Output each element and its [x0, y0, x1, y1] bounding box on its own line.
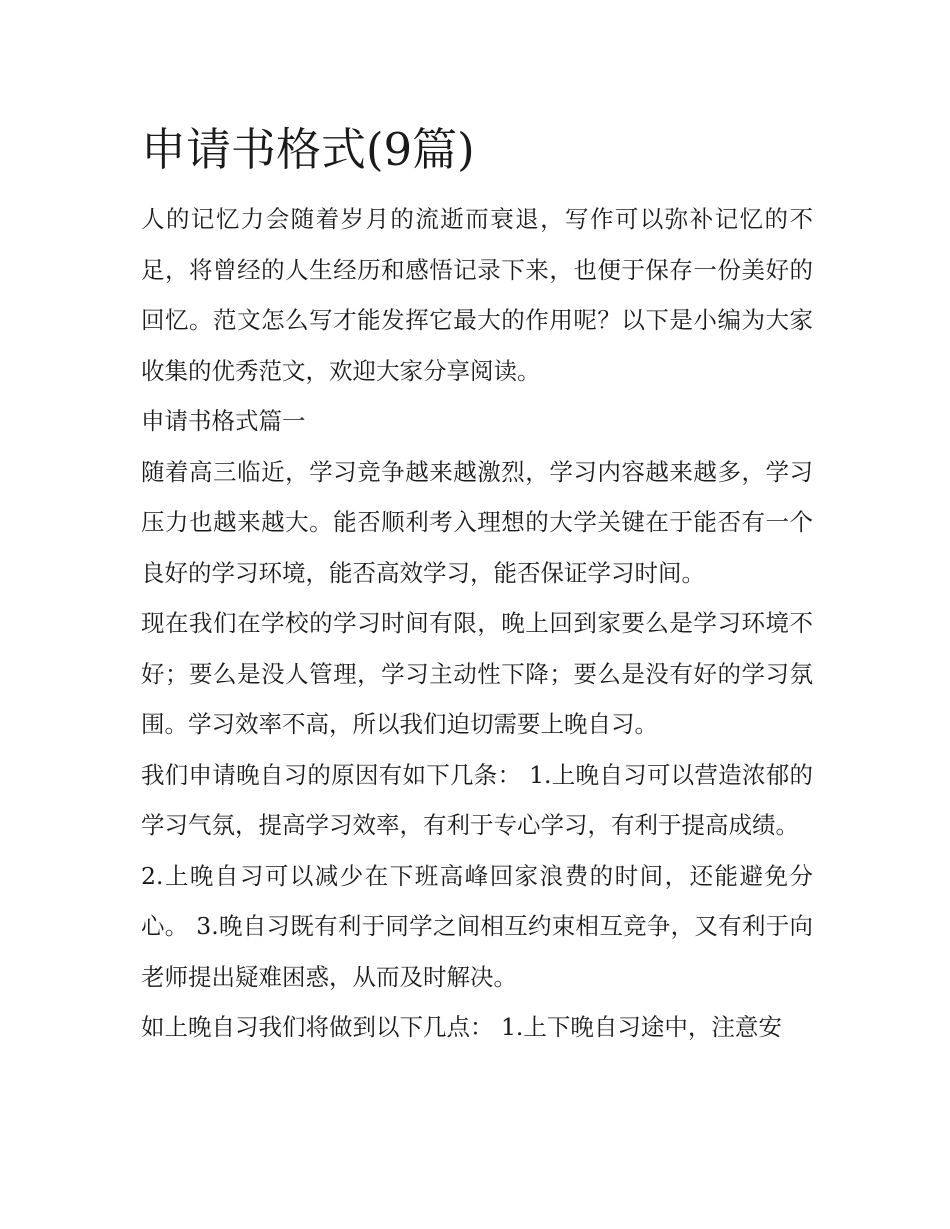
document-title: 申请书格式(9篇)	[141, 123, 475, 176]
document-body	[141, 112, 813, 1053]
body-paragraph-2: 现在我们在学校的学习时间有限，晚上回到家要么是学习环境不好；要么是没人管理，学习主动性下降；要么是没有好的学习氛围。学习效率不高，所以我们迫切需要上晚自习。	[141, 609, 813, 738]
intro-paragraph: 人的记忆力会随着岁月的流逝而衰退，写作可以弥补记忆的不足，将曾经的人生经历和感悟记录下来，也便于保存一份美好的回忆。范文怎么写才能发挥它最大的作用呢？以下是小编为大家收集的优秀范文，欢迎大家分享阅读。	[141, 205, 813, 385]
section-heading: 申请书格式篇一	[141, 407, 306, 435]
body-paragraph-1: 随着高三临近，学习竞争越来越激烈，学习内容越来越多，学习压力也越来越大。能否顺利考入理想的大学关键在于能否有一个良好的学习环境，能否高效学习，能否保证学习时间。	[141, 457, 813, 587]
body-paragraph-4: 2.上晚自习可以减少在下班高峰回家浪费的时间，还能避免分心。 3.晚自习既有利于同学之间相互约束相互竞争，又有利于向老师提出疑难困惑，从而及时解决。	[141, 861, 813, 991]
body-paragraph-3: 我们申请晚自习的原因有如下几条： 1.上晚自习可以营造浓郁的学习气氛，提高学习效率，有利于专心学习，有利于提高成绩。	[141, 760, 813, 839]
body-paragraph-5: 如上晚自习我们将做到以下几点： 1.上下晚自习途中，注意安	[141, 1013, 782, 1041]
